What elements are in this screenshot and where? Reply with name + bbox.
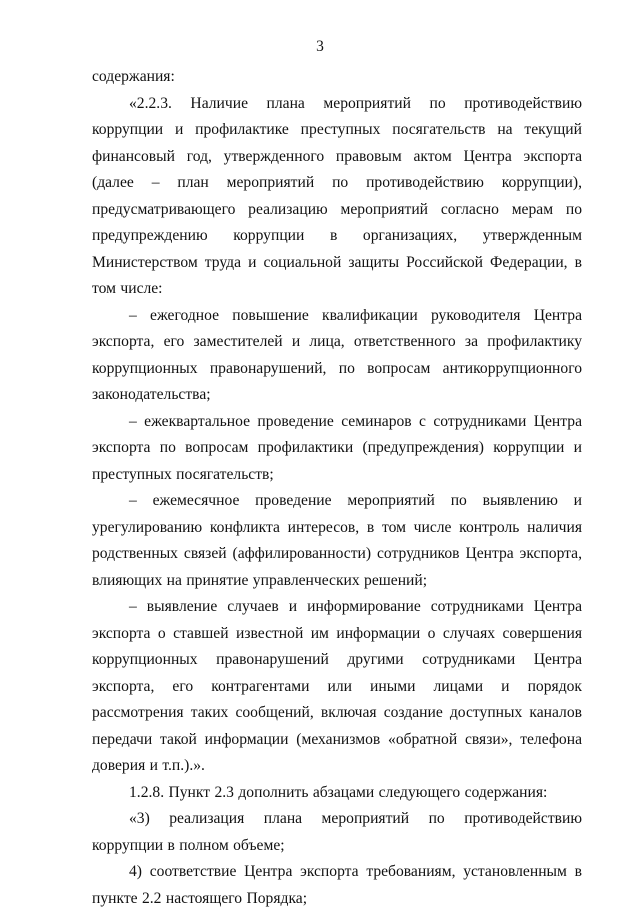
paragraph-clause-2-2-3: «2.2.3. Наличие плана мероприятий по противодействию коррупции и профилактике преступных посягательств на текущий финансовый год, утвержденного правовым актом Центра экспорта (далее – план мероприятий по противодействию коррупции), предусматривающего реализацию мероприятий согласно мерам по предупреждению коррупции в организациях, утвержденным Министерством труда и социальной защиты Российской Федерации, в том числе:	[92, 94, 582, 297]
paragraph-list-item-qualification: – ежегодное повышение квалификации руководителя Центра экспорта, его заместителей и лица, ответственного за профилактику коррупционных правонарушений, по вопросам антикоррупционного законодательства;	[92, 306, 582, 403]
paragraph-clause-1-2-8: 1.2.8. Пункт 2.3 дополнить абзацами следующего содержания:	[129, 783, 548, 801]
paragraph-item-3: «3) реализация плана мероприятий по противодействию коррупции в полном объеме;	[92, 810, 582, 854]
paragraph-list-item-reporting: – выявление случаев и информирование сотрудниками Центра экспорта о ставшей известной им информации о случаях совершения коррупционных правонарушений другими сотрудниками Центра экспорта, его контрагентами или иными лицами и порядок рассмотрения таких сообщений, включая создание доступных каналов передачи такой информации (механизмов «обратной связи», телефона доверия и т.п.).».	[92, 598, 582, 774]
paragraph-item-4: 4) соответствие Центра экспорта требованиям, установленным в пункте 2.2 настоящего Порядка;	[92, 863, 582, 907]
paragraph-list-item-seminars: – ежеквартальное проведение семинаров с сотрудниками Центра экспорта по вопросам профилактики (предупреждения) коррупции и преступных посягательств;	[92, 412, 582, 483]
page-number: 3	[316, 38, 324, 55]
paragraph-list-item-conflict-of-interest: – ежемесячное проведение мероприятий по выявлению и урегулированию конфликта интересов, в том числе контроль наличия родственных связей (аффилированности) сотрудников Центра экспорта, влияющих на принятие управленческих решений;	[92, 492, 582, 589]
paragraph-continuation: содержания:	[92, 68, 175, 85]
document-body	[92, 64, 582, 912]
